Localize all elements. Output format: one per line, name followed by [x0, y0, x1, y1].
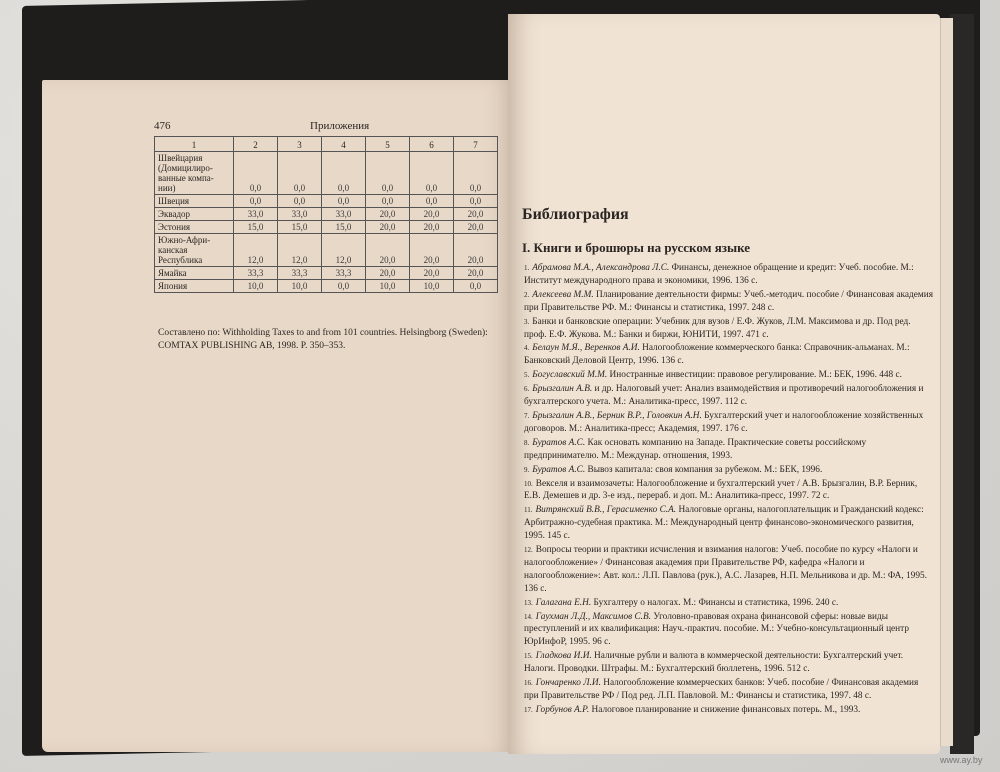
- ref-text: Уголовно-правовая охрана финансовой сферы: новые виды преступлений и их квалификация: Науч.-практич. пособие. М.: Учебно-консультационный центр ЮрИнфоР, 1995. 96 с.: [524, 611, 909, 648]
- ref-number: 6.: [524, 385, 530, 394]
- rate-cell: 33,3: [278, 267, 322, 280]
- column-header: 1: [155, 137, 234, 152]
- table-row: [155, 195, 498, 208]
- rate-cell: 33,0: [322, 208, 366, 221]
- rate-cell: 10,0: [234, 280, 278, 293]
- ref-text: Вопросы теории и практики исчисления и взимания налогов: Учеб. пособие по курсу «Налоги и налогообложение» / Финансовая академия при Правительстве РФ, кафедра «Налоги и налогообложение»: Авт. кол.: Л.П. Павлова (рук.), А.С. Лазарев, Н.П. Мельникова и др. М.: ФА, 1995. 136 с.: [524, 545, 927, 594]
- rate-cell: 0,0: [322, 280, 366, 293]
- rate-cell: 20,0: [366, 208, 410, 221]
- rate-cell: 0,0: [410, 195, 454, 208]
- ref-text: Вывоз капитала: своя компания за рубежом. М.: БЕК, 1996.: [585, 464, 823, 475]
- ref-number: 4.: [524, 344, 530, 353]
- country-cell: Япония: [155, 280, 234, 293]
- rate-cell: 20,0: [366, 267, 410, 280]
- ref-authors: Гаухман Л.Д., Максимов С.В.: [535, 611, 651, 622]
- ref-authors: Алексеева М.М.: [532, 289, 594, 300]
- ref-text: Наличные рубли и валюта в коммерческой деятельности: Бухгалтерский учет. Налоги. Проводки. Штрафы. М.: Бухгалтерский бюллетень, 1996. 512 с.: [524, 651, 904, 675]
- source-note: Составлено по: Withholding Taxes to and from 101 countries. Helsingborg (Sweden): COMTAX PUBLISHING AB, 1998. P. 350–353.: [158, 328, 488, 351]
- ref-authors: Витрянский В.В., Герасименко С.А.: [535, 505, 677, 516]
- ref-number: 7.: [524, 411, 530, 420]
- rate-cell: 12,0: [322, 234, 366, 267]
- column-header: 4: [322, 137, 366, 152]
- ref-authors: Белаун М.Я., Веренков А.И.: [532, 343, 640, 354]
- rate-cell: 10,0: [278, 280, 322, 293]
- ref-text: и др. Налоговый учет: Анализ взаимодействия и противоречий налогообложения и бухгалтерского учета. М.: Аналитика-пресс, 1997. 112 с.: [524, 384, 924, 408]
- ref-authors: Брызгалин А.В., Берник В.Р., Головкин А.Н.: [532, 410, 702, 421]
- rate-cell: 0,0: [366, 195, 410, 208]
- rate-cell: 20,0: [454, 221, 498, 234]
- list-item: [524, 704, 934, 717]
- ref-text: Бухгалтерский учет и налогообложение хозяйственных договоров. М.: Аналитика-пресс; Академия, 1997. 176 с.: [524, 410, 924, 434]
- ref-authors: Горбунов А.Р.: [535, 704, 590, 715]
- list-item: [524, 369, 934, 382]
- rate-cell: 20,0: [410, 221, 454, 234]
- ref-number: 11.: [524, 506, 533, 515]
- list-item: [524, 597, 934, 610]
- column-header: 5: [366, 137, 410, 152]
- country-cell: Швейцария (Домицилиро-ванные компа-нии): [155, 152, 234, 195]
- ref-text: Налогообложение коммерческого банка: Справочник-альманах. М.: Банковский Деловой Центр, 1996. 136 с.: [524, 343, 910, 367]
- country-cell: Эквадор: [155, 208, 234, 221]
- page-block-edge: [940, 18, 953, 746]
- list-item: [524, 504, 934, 543]
- ref-text: Векселя и взаимозачеты: Налогообложение и бухгалтерский учет / А.В. Брызгалин, В.Р. Берник, Е.В. Демешев и др. 3-е изд., перераб. и доп. М.: Аналитика-пресс, 1997. 72 с.: [524, 478, 918, 502]
- list-item: [524, 650, 934, 676]
- rate-cell: 0,0: [234, 152, 278, 195]
- list-item: [524, 262, 934, 288]
- bibliography-heading: Библиография: [522, 206, 629, 223]
- ref-text: Банки и банковские операции: Учебник для вузов / Е.Ф. Жуков, Л.М. Максимова и др. Под ред. проф. Е.Ф. Жукова. М.: Банки и биржи, ЮНИТИ, 1997. 471 с.: [524, 316, 911, 340]
- rate-cell: 0,0: [322, 195, 366, 208]
- column-header: 6: [410, 137, 454, 152]
- ref-authors: Гончаренко Л.И.: [535, 678, 601, 689]
- rate-cell: 0,0: [454, 152, 498, 195]
- ref-number: 14.: [524, 612, 533, 621]
- list-item: [524, 437, 934, 463]
- rate-cell: 20,0: [454, 267, 498, 280]
- country-cell: Швеция: [155, 195, 234, 208]
- rate-cell: 20,0: [410, 267, 454, 280]
- rate-cell: 0,0: [454, 280, 498, 293]
- ref-number: 15.: [524, 652, 533, 661]
- running-title: Приложения: [310, 120, 370, 132]
- rate-cell: 0,0: [366, 152, 410, 195]
- column-header: 3: [278, 137, 322, 152]
- list-item: [524, 464, 934, 477]
- rate-cell: 15,0: [234, 221, 278, 234]
- ref-authors: Гладкова И.И.: [535, 651, 592, 662]
- table-row: [155, 280, 498, 293]
- rate-cell: 10,0: [366, 280, 410, 293]
- rate-cell: 33,3: [234, 267, 278, 280]
- table-header-row: [155, 137, 498, 152]
- list-item: [524, 677, 934, 703]
- reference-list: [524, 262, 934, 718]
- column-header: 7: [454, 137, 498, 152]
- list-item: [524, 544, 934, 596]
- list-item: [524, 383, 934, 409]
- rate-cell: 0,0: [234, 195, 278, 208]
- rate-cell: 33,0: [278, 208, 322, 221]
- ref-text: Налоговые органы, налогоплательщик и Гражданский кодекс: Арбитражно-судебная практика. М.: Международный центр финансово-экономического развития, 1995. 145 с.: [524, 505, 924, 542]
- ref-authors: Богуславский М.М.: [532, 370, 608, 381]
- rate-cell: 20,0: [410, 208, 454, 221]
- book-cover-edge: [950, 14, 974, 754]
- tax-table: [154, 136, 498, 293]
- rate-cell: 33,0: [234, 208, 278, 221]
- table-row: [155, 221, 498, 234]
- ref-number: 8.: [524, 438, 530, 447]
- rate-cell: 12,0: [234, 234, 278, 267]
- table-row: [155, 208, 498, 221]
- ref-number: 2.: [524, 290, 530, 299]
- table-row: [155, 267, 498, 280]
- ref-number: 1.: [524, 264, 530, 272]
- rate-cell: 0,0: [322, 152, 366, 195]
- rate-cell: 20,0: [366, 234, 410, 267]
- page-number: 476: [154, 120, 171, 132]
- rate-cell: 20,0: [410, 234, 454, 267]
- ref-number: 5.: [524, 371, 530, 380]
- ref-text: Планирование деятельности фирмы: Учеб.-методич. пособие / Финансовая академия при Правительстве РФ. М.: Финансы и статистика, 1997. 248 с.: [524, 289, 933, 313]
- list-item: [524, 289, 934, 315]
- rate-cell: 33,3: [322, 267, 366, 280]
- ref-authors: Буратов А.С.: [532, 437, 586, 448]
- country-cell: Ямайка: [155, 267, 234, 280]
- column-header: 2: [234, 137, 278, 152]
- rate-cell: 0,0: [454, 195, 498, 208]
- list-item: [524, 316, 934, 342]
- ref-text: Налоговое планирование и снижение финансовых потерь. М., 1993.: [589, 704, 861, 715]
- list-item: [524, 478, 934, 504]
- ref-text: Как основать компанию на Западе. Практические советы российскому предпринимателю. М.: Междунар. отношения, 1993.: [524, 437, 867, 461]
- list-item: [524, 611, 934, 650]
- country-cell: Эстония: [155, 221, 234, 234]
- ref-number: 16.: [524, 679, 533, 688]
- list-item: [524, 410, 934, 436]
- table-body: [155, 152, 498, 293]
- country-cell: Южно-Афри-канская Республика: [155, 234, 234, 267]
- ref-text: Налогообложение коммерческих банков: Учеб. пособие / Финансовая академия при Правительстве РФ / Под ред. Л.П. Павловой. М.: Финансы и статистика, 1997. 48 с.: [524, 678, 919, 701]
- rate-cell: 20,0: [454, 234, 498, 267]
- ref-authors: Галагана Е.Н.: [535, 597, 592, 608]
- ref-authors: Брызгалин А.В.: [532, 384, 593, 395]
- rate-cell: 10,0: [410, 280, 454, 293]
- ref-authors: Буратов А.С.: [532, 464, 586, 475]
- rate-cell: 20,0: [366, 221, 410, 234]
- rate-cell: 15,0: [322, 221, 366, 234]
- section-heading: I. Книги и брошюры на русском языке: [522, 240, 751, 255]
- ref-number: 3.: [524, 317, 530, 326]
- ref-number: 10.: [524, 479, 533, 488]
- ref-text: Финансы, денежное обращение и кредит: Учеб. пособие. М.: Институт международного права и экономики, 1996. 136 с.: [524, 263, 914, 286]
- ref-authors: Абрамова М.А., Александрова Л.С.: [532, 263, 670, 273]
- list-item: [524, 342, 934, 368]
- table-row: [155, 234, 498, 267]
- watermark: www.ay.by: [940, 755, 983, 765]
- ref-number: 12.: [524, 546, 533, 555]
- rate-cell: 0,0: [278, 152, 322, 195]
- rate-cell: 12,0: [278, 234, 322, 267]
- ref-number: 17.: [524, 705, 533, 714]
- ref-text: Иностранные инвестиции: правовое регулирование. М.: БЕК, 1996. 448 с.: [607, 370, 902, 381]
- ref-number: 13.: [524, 598, 533, 607]
- ref-text: Бухгалтеру о налогах. М.: Финансы и статистика, 1996. 240 с.: [591, 597, 839, 608]
- rate-cell: 0,0: [278, 195, 322, 208]
- rate-cell: 15,0: [278, 221, 322, 234]
- table-row: [155, 152, 498, 195]
- ref-number: 9.: [524, 465, 530, 474]
- rate-cell: 0,0: [410, 152, 454, 195]
- rate-cell: 20,0: [454, 208, 498, 221]
